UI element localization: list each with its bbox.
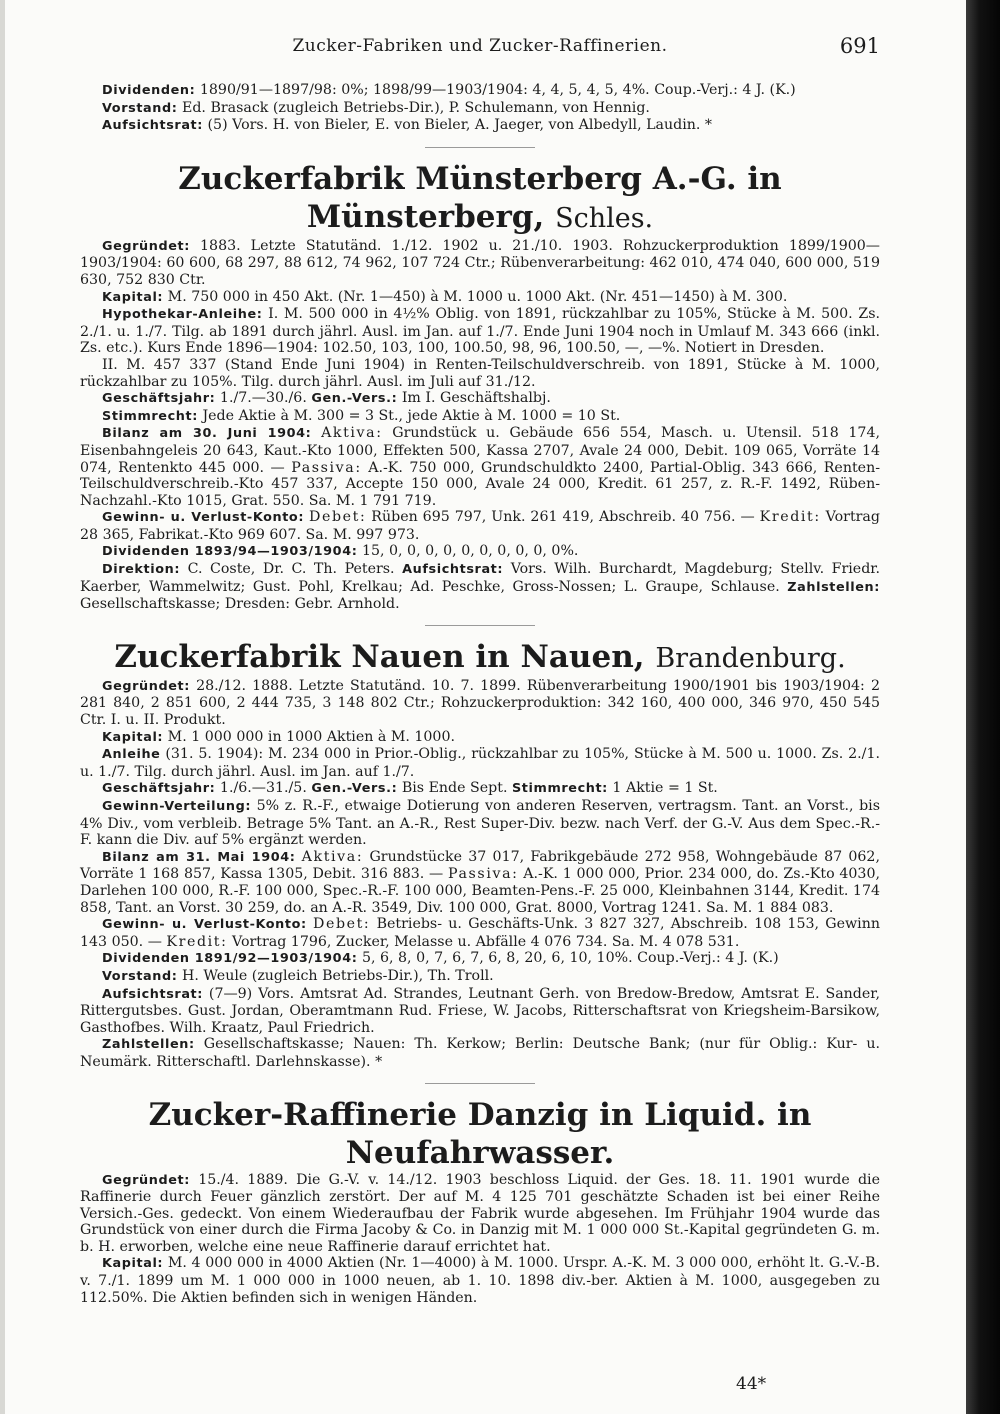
- nauen-vorstand: Vorstand: H. Weule (zugleich Betriebs-Dir.), Th. Troll.: [102, 967, 494, 984]
- muensterberg-anleihe-2: II. M. 457 337 (Stand Ende Juni 1904) in Renten-Teilschuldverschreib. von 1891, Stücke à M. 1000, rückzahlbar zu 105%. Tilg. durch jährl. Ausl. im Juli auf 31./12.: [80, 356, 880, 390]
- section-divider: [425, 147, 535, 148]
- nauen-anleihe: Anleihe (31. 5. 1904): M. 234 000 in Prior.-Oblig., rückzahlbar zu 105%, Stücke à M. 500 u. 1000. Zs. 2./1. u. 1./7. Tilg. durch jährl. Ausl. im Jan. auf 1./7.: [80, 746, 880, 780]
- running-head: [80, 36, 880, 62]
- muensterberg-geschaeftsjahr: Geschäftsjahr: 1./7.—30./6. Gen.-Vers.: Im I. Geschäftshalbj.: [102, 390, 551, 407]
- nauen-geschaeftsjahr: Geschäftsjahr: 1./6.—31./5. Gen.-Vers.: Bis Ende Sept. Stimmrecht: 1 Aktie = 1 St.: [102, 780, 718, 797]
- nauen-zahlstellen: Zahlstellen: Gesellschaftskasse; Nauen: Th. Kerkow; Berlin: Deutsche Bank; (nur für Oblig.: Kur- u. Neumärk. Ritterschaftl. Darlehnskasse). *: [80, 1036, 880, 1070]
- prev-dividenden: Dividenden: 1890/91—1897/98: 0%; 1898/99—1903/1904: 4, 4, 5, 4, 5, 4%. Coup.-Verj.: 4 J. (K.): [102, 82, 796, 98]
- section-heading-danzig: Zucker-Raffinerie Danzig in Liquid. in Neufahrwasser.: [148, 1096, 812, 1171]
- prev-aufsichtsrat: Aufsichtsrat: (5) Vors. H. von Bieler, E. von Bieler, A. Jaeger, von Albedyll, Laudin. *: [102, 117, 713, 134]
- sheet-signature: 44*: [736, 1374, 767, 1394]
- muensterberg-anleihe: Hypothekar-Anleihe: I. M. 500 000 in 4½% Oblig. von 1891, rückzahlbar zu 105%, Stücke à M. 500. Zs. 2./1. u. 1./7. Tilg. ab 1891 durch jährl. Ausl. im Jan. auf 1./7. Ende Juni 1904 noch in Umlauf M. 343 666 (inkl. Zs. etc.). Kurs Ende 1896—1904: 102.50, 103, 100, 100.50, 98, 96, 100.50, —, —%. Notiert in Dresden.: [80, 306, 880, 357]
- page-title: Zucker-Fabriken und Zucker-Raffinerien.: [292, 36, 668, 56]
- section-divider: [425, 625, 535, 626]
- page-content: [80, 82, 880, 1306]
- nauen-gewinn-verlust: Gewinn- u. Verlust-Konto: Debet: Betriebs- u. Geschäfts-Unk. 3 827 327, Abschreib. 108 153, Gewinn 143 050. — Kredit: Vortrag 1796, Zucker, Melasse u. Abfälle 4 076 734. Sa. M. 4 078 531.: [80, 916, 880, 950]
- danzig-kapital: Kapital: M. 4 000 000 in 4000 Aktien (Nr. 1—4000) à M. 1000. Urspr. A.-K. M. 3 000 000, erhöht lt. G.-V.-B. v. 7./1. 1899 um M. 1 000 000 in 1000 neuen, ab 1. 10. 1898 div.-ber. Aktien à M. 1000, ausgegeben zu 112.50%. Die Aktien befinden sich in wenigen Händen.: [80, 1255, 881, 1306]
- section-heading-nauen: Zuckerfabrik Nauen in Nauen, Brandenburg.: [114, 638, 846, 675]
- section-divider: [425, 1083, 535, 1084]
- muensterberg-direktion: Direktion: C. Coste, Dr. C. Th. Peters. Aufsichtsrat: Vors. Wilh. Burchardt, Magdeburg; Stellv. Friedr. Kaerber, Wammelwitz; Gust. Pohl, Krelkau; Ad. Peschke, Gross-Nossen; L. Graupe, Schlause. Zahlstellen: Gesellschaftskasse; Dresden: Gebr. Arnhold.: [80, 561, 881, 613]
- scan-binding-shadow: [966, 0, 1000, 1414]
- muensterberg-gewinn-verlust: Gewinn- u. Verlust-Konto: Debet: Rüben 695 797, Unk. 261 419, Abschreib. 40 756. — Kredit: Vortrag 28 365, Fabrikat.-Kto 969 607. Sa. M. 997 973.: [80, 509, 880, 543]
- nauen-dividenden: Dividenden 1891/92—1903/1904: 5, 6, 8, 0, 7, 6, 7, 6, 8, 20, 6, 10, 10%. Coup.-Verj.: 4 J. (K.): [102, 950, 779, 967]
- page-number: 691: [839, 34, 880, 58]
- prev-vorstand: Vorstand: Ed. Brasack (zugleich Betriebs-Dir.), P. Schulemann, von Hennig.: [102, 99, 650, 116]
- danzig-gegruendet: Gegründet: 15./4. 1889. Die G.-V. v. 14./12. 1903 beschloss Liquid. der Ges. 18. 11. 1901 wurde die Raffinerie durch Feuer gänzlich zerstört. Der auf M. 4 125 701 geschätzte Schaden ist bei einer Reihe Versich.-Ges. gedeckt. Von einem Wiederaufbau der Fabrik wurde abgesehen. Im Frühjahr 1904 wurde das Grundstück von einer durch die Firma Jacoby & Co. in Danzig mit M. 1 000 000 St.-Kapital gegründeten G. m. b. H. erworben, welche eine neue Raffinerie darauf errichtet hat.: [80, 1171, 880, 1255]
- nauen-kapital: Kapital: M. 1 000 000 in 1000 Aktien à M. 1000.: [102, 728, 455, 745]
- muensterberg-kapital: Kapital: M. 750 000 in 450 Akt. (Nr. 1—450) à M. 1000 u. 1000 Akt. (Nr. 451—1450) à M. 300.: [102, 288, 788, 305]
- muensterberg-dividenden: Dividenden 1893/94—1903/1904: 15, 0, 0, 0, 0, 0, 0, 0, 0, 0, 0%.: [102, 543, 579, 560]
- nauen-gewinn-verteilung: Gewinn-Verteilung: 5% z. R.-F., etwaige Dotierung von anderen Reserven, vertragsm. Tant. an Vorst., bis 4% Div., vom verbleib. Betrage 5% Tant. an A.-R., Rest Super-Div. bezw. nach Verf. der G.-V. Aus dem Spec.-R.-F. kann die Div. auf 5% ergänzt werden.: [80, 798, 880, 849]
- nauen-aufsichtsrat: Aufsichtsrat: (7—9) Vors. Amtsrat Ad. Strandes, Leutnant Gerh. von Bredow-Bredow, Amtsrat E. Sander, Rittergutsbes. Gust. Jordan, Oberamtmann Rud. Friese, W. Jacobs, Ritterschaftsrat von Kriegsheim-Barsikow, Gasthofbes. Wilh. Kraatz, Paul Friedrich.: [80, 985, 880, 1036]
- nauen-bilanz: Bilanz am 31. Mai 1904: Aktiva: Grundstücke 37 017, Fabrikgebäude 272 958, Wohngebäude 87 062, Vorräte 1 168 857, Kassa 1305, Debit. 316 883. — Passiva: A.-K. 1 000 000, Prior. 234 000, do. Zs.-Kto 4030, Darlehen 100 000, R.-F. 100 000, Spec.-R.-F. 100 000, Beamten-Pens.-F. 25 000, Kleinbahnen 3144, Kredit. 174 858, Tant. an Vorst. 30 259, do. an A.-R. 3549, Div. 100 000, Grat. 8000, Vortrag 1241. Sa. M. 1 884 083.: [80, 848, 881, 916]
- muensterberg-gegruendet: Gegründet: 1883. Letzte Statutänd. 1./12. 1902 u. 21./10. 1903. Rohzuckerproduktion 1899/1900—1903/1904: 60 600, 68 297, 88 612, 74 962, 107 724 Ctr.; Rübenverarbeitung: 462 010, 474 040, 600 000, 519 630, 752 830 Ctr.: [80, 237, 880, 288]
- muensterberg-stimmrecht: Stimmrecht: Jede Aktie à M. 300 = 3 St., jede Aktie à M. 1000 = 10 St.: [102, 407, 621, 424]
- section-heading-muensterberg: Zuckerfabrik Münsterberg A.-G. in Münsterberg, Schles.: [178, 160, 782, 235]
- muensterberg-bilanz: Bilanz am 30. Juni 1904: Aktiva: Grundstück u. Gebäude 656 554, Masch. u. Utensil. 518 174, Eisenbahngeleis 20 643, Kaut.-Kto 1000, Effekten 500, Kassa 2707, Avale 24 000, Debit. 109 065, Vorräte 14 074, Rentenkto 445 000. — Passiva: A.-K. 750 000, Grundschuldkto 2400, Partial-Oblig. 343 666, Renten-Teilschuldverschreib.-Kto 457 337, Accepte 150 000, Avale 24 000, Kredit. 61 257, z. R.-F. 1492, Rüben-Nachzahl.-Kto 1015, Grat. 550. Sa. M. 1 791 719.: [80, 425, 880, 509]
- nauen-gegruendet: Gegründet: 28./12. 1888. Letzte Statutänd. 10. 7. 1899. Rübenverarbeitung 1900/1901 bis 1903/1904: 2 281 840, 2 851 600, 2 444 735, 3 148 802 Ctr.; Rohzuckerproduktion: 342 160, 400 000, 346 970, 450 545 Ctr. I. u. II. Produkt.: [80, 677, 880, 729]
- scan-left-edge: [0, 0, 5, 1414]
